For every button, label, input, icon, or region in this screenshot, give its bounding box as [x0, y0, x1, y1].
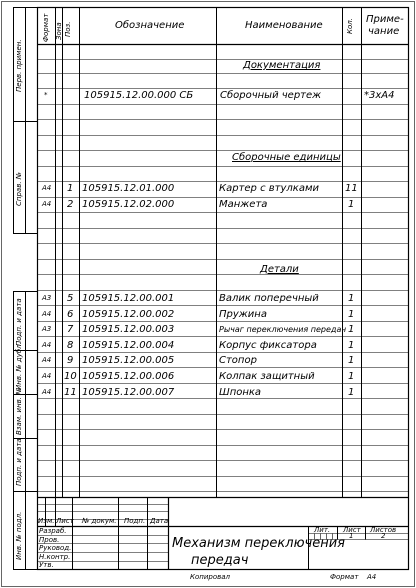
det-row-6-format: А4	[42, 310, 52, 318]
side-vzam-inv: Взам. инв. №	[15, 387, 23, 435]
section-details: Детали	[260, 264, 299, 275]
footer-format-value: А4	[367, 573, 377, 581]
asm-row-2-format: А4	[42, 200, 52, 208]
asm-row-1-designation: 105915.12.01.000	[82, 183, 175, 194]
det-row-7-name: Рычаг переключения передач	[219, 325, 347, 334]
tb-n-kontr: Н.контр.	[39, 553, 71, 561]
det-row-9-qty: 1	[348, 355, 355, 366]
det-row-8-pos: 8	[67, 340, 74, 351]
det-row-6-designation: 105915.12.00.002	[82, 309, 175, 320]
tb-prov: Пров.	[39, 536, 60, 544]
det-row-6-pos: 6	[67, 309, 74, 320]
det-row-8-name: Корпус фиксатора	[219, 340, 317, 351]
det-row-10-qty: 1	[348, 371, 355, 382]
side-perv-primen: Перв. примен.	[15, 39, 23, 92]
det-row-9-name: Стопор	[219, 355, 257, 366]
tb-lit-label: Лит.	[314, 526, 331, 534]
side-podp-data-2: Подп. и дата	[15, 438, 23, 486]
det-row-6-name: Пружина	[219, 309, 267, 320]
asm-row-2-designation: 105915.12.02.000	[82, 199, 175, 210]
det-row-11-designation: 105915.12.00.007	[82, 387, 175, 398]
tb-rukovod: Руковод.	[39, 544, 72, 552]
header-format: Формат	[42, 13, 50, 42]
footer-copied: Копировал	[190, 573, 230, 581]
doc-row-designation: 105915.12.00.000 СБ	[84, 90, 194, 101]
det-row-10-format: А4	[42, 372, 52, 380]
tb-title-line-1: Механизм переключения	[172, 536, 345, 551]
asm-row-2-name: Манжета	[219, 199, 268, 210]
doc-row-format: *	[44, 91, 48, 99]
tb-izm: Изм.	[38, 517, 55, 525]
det-row-9-format: А4	[42, 356, 52, 364]
tb-listov-value: 2	[381, 532, 386, 540]
asm-row-1-qty: 11	[345, 183, 358, 194]
asm-row-2-qty: 1	[348, 199, 355, 210]
tb-razrab: Разраб.	[39, 527, 67, 535]
doc-row-name: Сборочный чертеж	[220, 90, 322, 101]
det-row-10-designation: 105915.12.00.006	[82, 371, 175, 382]
det-row-10-name: Колпак защитный	[219, 371, 315, 382]
header-note-1: Приме-	[366, 14, 404, 25]
tb-n-dokum: № докум.	[82, 517, 117, 525]
tb-data: Дата	[150, 517, 169, 525]
header-designation: Обозначение	[115, 20, 185, 31]
det-row-8-qty: 1	[348, 340, 355, 351]
det-row-7-pos: 7	[67, 324, 74, 335]
tb-list-value: 1	[349, 532, 354, 540]
det-row-11-pos: 11	[64, 387, 77, 398]
det-row-7-qty: 1	[348, 324, 355, 335]
header-pos: Поз.	[64, 21, 72, 37]
det-row-9-designation: 105915.12.00.005	[82, 355, 175, 366]
det-row-5-qty: 1	[348, 293, 355, 304]
det-row-11-qty: 1	[348, 387, 355, 398]
tb-podp: Подп.	[124, 517, 146, 525]
asm-row-2-pos: 2	[67, 199, 74, 210]
tb-title-line-2: передач	[191, 553, 249, 568]
section-documentation: Документация	[243, 60, 321, 71]
det-row-8-format: А4	[42, 341, 52, 349]
side-podp-data-1: Подп. и дата	[15, 298, 23, 346]
det-row-5-name: Валик поперечный	[219, 293, 319, 304]
side-inv-dubl: Инв. № дубл.	[15, 342, 23, 390]
header-zone: Зона	[55, 22, 63, 40]
header-name: Наименование	[245, 20, 323, 31]
det-row-5-format: А3	[42, 294, 52, 302]
doc-row-note: *3хА4	[364, 90, 395, 101]
det-row-6-qty: 1	[348, 309, 355, 320]
side-sprav: Справ. №	[15, 171, 23, 206]
asm-row-1-name: Картер с втулками	[219, 183, 319, 194]
footer-format-label: Формат	[330, 573, 359, 581]
det-row-7-designation: 105915.12.00.003	[82, 324, 175, 335]
tb-utv: Утв.	[39, 561, 54, 569]
det-row-10-pos: 10	[64, 371, 77, 382]
tb-list-label: Лист	[343, 526, 361, 534]
tb-list: Лист	[56, 517, 74, 525]
section-assembly-units: Сборочные единицы	[232, 152, 341, 163]
asm-row-1-format: А4	[42, 184, 52, 192]
header-qty: Кол.	[346, 18, 354, 34]
det-row-11-name: Шпонка	[219, 387, 262, 398]
side-inv-podl: Инв. № подл.	[15, 511, 23, 560]
det-row-11-format: А4	[42, 388, 52, 396]
det-row-8-designation: 105915.12.00.004	[82, 340, 175, 351]
asm-row-1-pos: 1	[67, 183, 74, 194]
det-row-5-pos: 5	[67, 293, 74, 304]
header-note-2: чание	[368, 26, 400, 37]
det-row-9-pos: 9	[67, 355, 74, 366]
det-row-7-format: А3	[42, 325, 52, 333]
tb-listov-label: Листов	[370, 526, 397, 534]
det-row-5-designation: 105915.12.00.001	[82, 293, 175, 304]
